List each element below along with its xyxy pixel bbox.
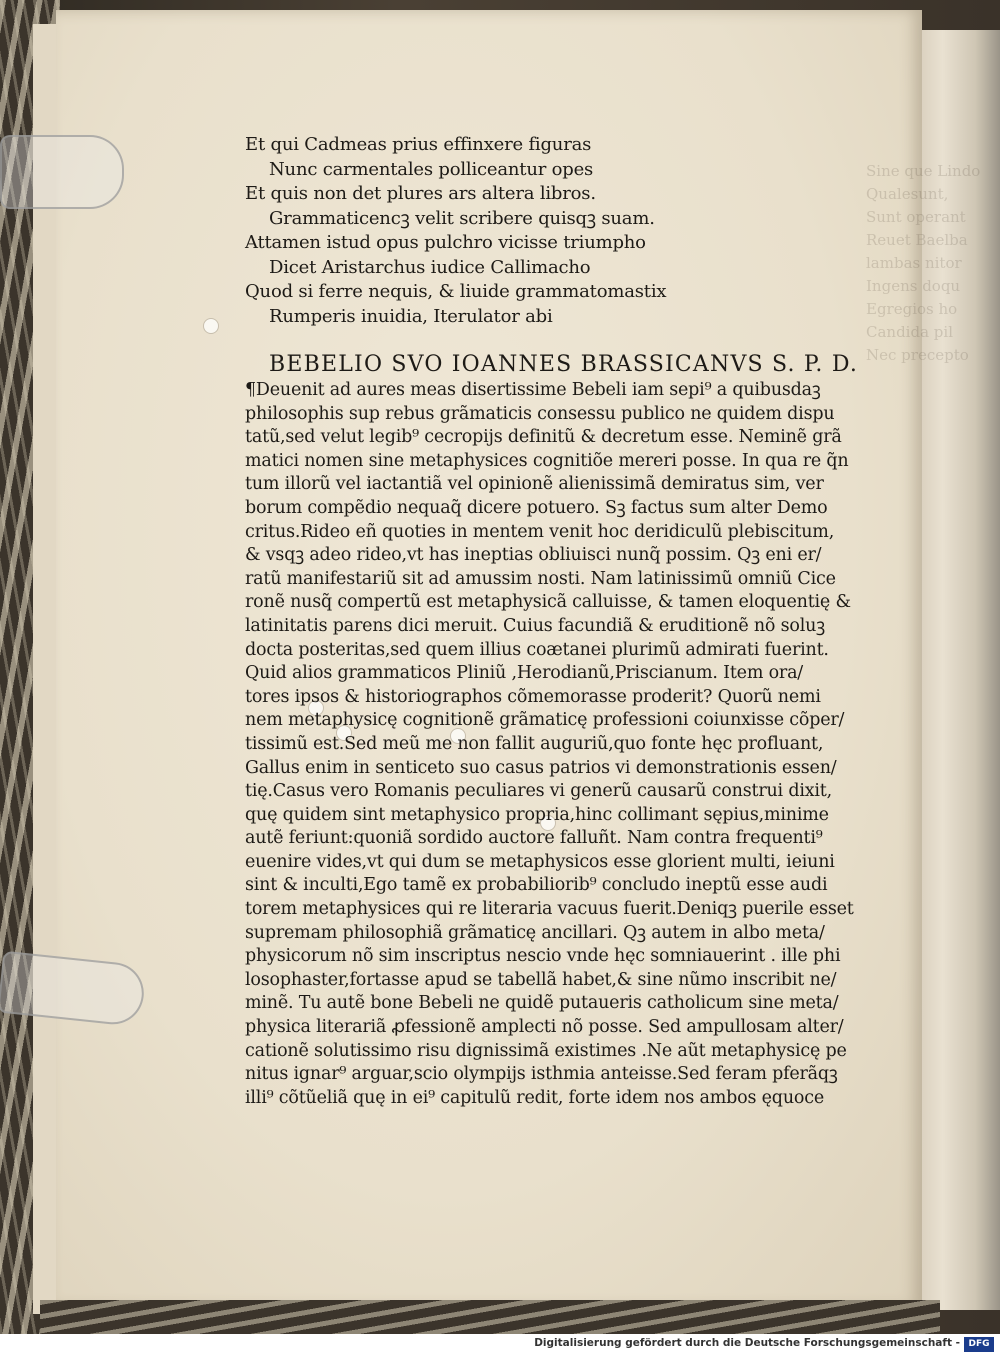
bleed-through-line: Candida pil — [866, 323, 953, 341]
body-line: tatũ,sed velut legib⁹ cecropijs definitũ & decretum esse. Neminẽ grã — [245, 427, 842, 448]
poem-line: Quod si ferre nequis, & liuide grammatomastix — [245, 281, 667, 302]
body-line: critus.Rideo eñ quoties in mentem venit hoc deridiculũ plebiscitum, — [245, 521, 835, 542]
paper-hole — [203, 318, 219, 334]
bleed-through-line: lambas nitor — [866, 254, 962, 272]
body-line: latinitatis parens dici meruit. Cuius facundiã & eruditionẽ nõ soluꝫ — [245, 615, 825, 636]
body-line: nem metaphysicę cognitionẽ grãmaticę professioni coiunxisse cõper/ — [245, 710, 845, 731]
bleed-through-line: Nec precepto — [866, 346, 969, 364]
bleed-through-line: Reuet Baelba — [866, 231, 968, 249]
dfg-logo: DFG — [964, 1337, 994, 1352]
body-line: euenire vides,vt qui dum se metaphysicos esse glorient multi, ieiuni — [245, 851, 835, 872]
poem-line: Rumperis inuidia, Iterulator abi — [269, 305, 553, 327]
text-block — [245, 133, 865, 1110]
body-line: tię.Casus vero Romanis peculiares vi generũ causarũ construi dixit, — [245, 781, 832, 802]
body-line: matici nomen sine metaphysices cognitiõe mereri posse. In qua re q̃n — [245, 450, 849, 471]
dedicatory-poem — [245, 133, 865, 329]
body-line: losophaster,fortasse apud se tabellã habet,& sine nũmo inscribit ne/ — [245, 969, 837, 990]
body-line: ronẽ nusq̃ compertũ est metaphysicã calluisse, & tamen eloquentię & — [245, 592, 851, 613]
marbled-cover-bottom — [40, 1300, 940, 1334]
body-line: autẽ feriunt:quoniã sordido auctore falluñt. Nam contra frequenti⁹ — [245, 828, 823, 849]
body-line: cationẽ solutissimo risu dignissimã existimes .Ne aũt metaphysicę pe — [245, 1040, 847, 1061]
funding-credit: Digitalisierung gefördert durch die Deutsche Forschungsgemeinschaft - — [534, 1337, 960, 1349]
bleed-through-line: Egregios ho — [866, 300, 958, 318]
body-line: supremam philosophiã grãmaticę ancillari. Qꝫ autem in albo meta/ — [245, 922, 825, 943]
poem-line: Et qui Cadmeas prius effinxere figuras — [245, 134, 592, 155]
body-line: docta posteritas,sed quem illius coætanei plurimũ admirati fuerint. — [245, 639, 829, 660]
body-line: & vsqꝫ adeo rideo,vt has ineptias obliuisci nunq̃ possim. Qꝫ eni er/ — [245, 545, 822, 566]
body-line: ratũ manifestariũ sit ad amussim nosti. Nam latinissimũ omniũ Cice — [245, 568, 836, 589]
page-clip-top — [0, 135, 124, 209]
body-line: Gallus enim in senticeto suo casus patrios vi demonstrationis essen/ — [245, 757, 837, 778]
body-line: Quid alios grammaticos Pliniũ ,Herodianũ,Priscianum. Item ora/ — [245, 663, 804, 684]
bleed-through-line: Sunt operant — [866, 208, 966, 226]
poem-line: Nunc carmentales polliceantur opes — [269, 158, 594, 180]
body-line: sint & inculti,Ego tamẽ ex probabiliorib⁹ concludo ineptũ esse audi — [245, 875, 828, 896]
body-line: philosophis sup rebus grãmaticis consessu publico ne quidem dispu — [245, 403, 835, 424]
letter-heading: BEBELIO SVO IOANNES BRASSICANVS S. P. D. — [269, 352, 859, 377]
body-line: nitus ignar⁹ arguar,scio olympijs isthmia anteisse.Sed feram pferãqꝫ — [245, 1064, 838, 1085]
body-line: physica literariã ꝓfessionẽ amplecti nõ posse. Sed ampullosam alter/ — [245, 1017, 844, 1038]
body-line: illi⁹ cõtũeliã quę in ei⁹ capitulũ redit, forte idem nos ambos ęquoce — [245, 1087, 824, 1108]
poem-line: Et quis non det plures ars altera libros. — [245, 183, 596, 204]
body-line: physicorum nõ sim inscriptus nescio vnde hęc somniauerint . ille phi — [245, 946, 841, 967]
body-line: minẽ. Tu autẽ bone Bebeli ne quidẽ putaueris catholicum sine meta/ — [245, 993, 839, 1014]
bleed-through-line: Ingens doqu — [866, 277, 961, 295]
poem-line: Grammaticencꝫ velit scribere quisqꝫ suam. — [269, 207, 655, 229]
body-line: quę quidem sint metaphysico propria,hinc collimant sępius,minime — [245, 804, 829, 825]
body-line: ¶Deuenit ad aures meas disertissime Bebeli iam sepi⁹ a quibusdaꝫ — [245, 380, 821, 400]
body-line: tissimũ est.Sed meũ me non fallit auguriũ,quo fonte hęc profluant, — [245, 733, 824, 754]
body-line: tum illorũ vel iactantiã vel opinionẽ alienissimã demiratus sim, ver — [245, 474, 824, 495]
bleed-through-text — [866, 160, 981, 364]
poem-line: Dicet Aristarchus iudice Callimacho — [269, 256, 591, 278]
bleed-through-line: Qualesunt, — [866, 185, 949, 203]
footer-bar — [0, 1334, 1000, 1356]
body-line: borum compẽdio nequaq̃ dicere potuero. Sꝫ factus sum alter Demo — [245, 497, 828, 518]
letter-body — [245, 379, 865, 1110]
bleed-through-line: Sine que Lindo — [866, 162, 981, 180]
poem-line: Attamen istud opus pulchro vicisse triumpho — [245, 232, 646, 253]
body-line: tores ipsos & historiographos cõmemorasse proderit? Quorũ nemi — [245, 686, 821, 707]
body-line: torem metaphysices qui re literaria vacuus fuerit.Deniqꝫ puerile esset — [245, 899, 854, 920]
